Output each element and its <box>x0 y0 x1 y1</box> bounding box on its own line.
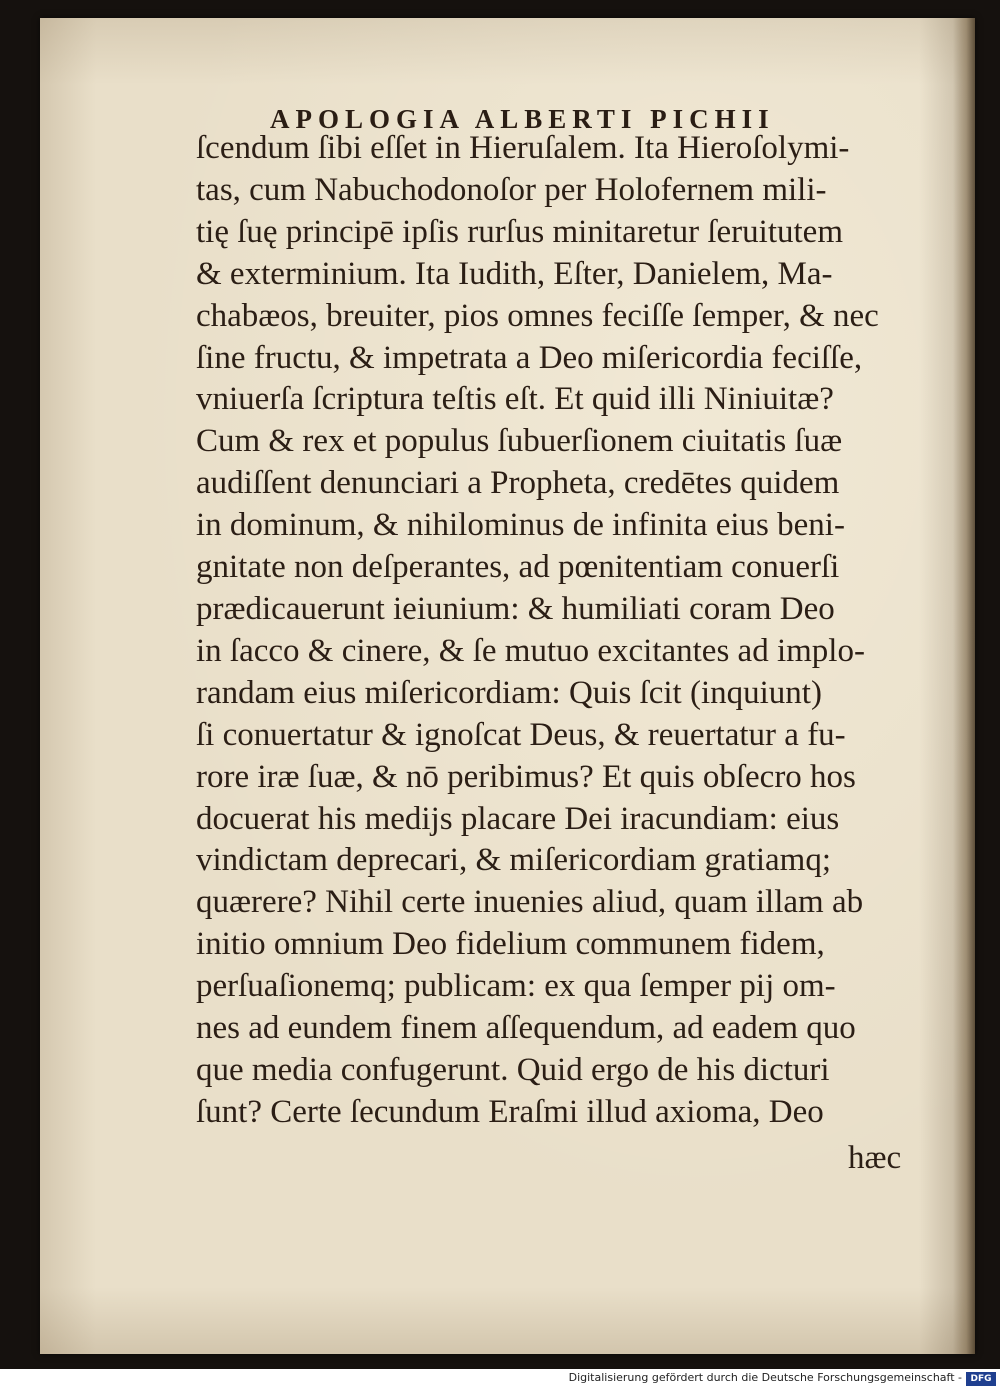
text-line: quærere? Nihil certe inuenies aliud, quam illam ab <box>196 884 864 921</box>
text-line: Cum & rex et populus ſubuerſionem ciuitatis ſuæ <box>196 423 843 460</box>
running-head: APOLOGIA ALBERTI PICHII <box>270 104 775 134</box>
text-line: ſunt? Certe ſecundum Eraſmi illud axioma, Deo <box>196 1093 824 1130</box>
text-line: rore iræ ſuæ, & nō peribimus? Et quis obſecro hos <box>196 758 856 795</box>
text-line: nes ad eundem finem aſſequendum, ad eadem quo <box>196 1010 856 1047</box>
text-line: docuerat his medijs placare Dei iracundiam: eius <box>196 800 840 837</box>
catchword: hæc <box>848 1140 902 1176</box>
text-line: que media confugerunt. Quid ergo de his dicturi <box>196 1051 830 1088</box>
text-line: perſuaſionemq; publicam: ex qua ſemper pij om- <box>196 968 836 1005</box>
text-line: tię ſuę principē ipſis rurſus minitaretur ſeruitutem <box>196 213 843 250</box>
text-line: in dominum, & nihilominus de infinita eius beni- <box>196 507 845 544</box>
dfg-logo: DFG <box>966 1372 996 1386</box>
text-line: initio omnium Deo fidelium communem fidem, <box>196 926 825 963</box>
text-line: vniuerſa ſcriptura teſtis eſt. Et quid illi Niniuitæ? <box>196 381 834 418</box>
text-line: vindictam deprecari, & miſericordiam gratiamq; <box>196 842 832 879</box>
text-line: prædicauerunt ieiunium: & humiliati coram Deo <box>196 590 835 627</box>
funding-notice: Digitalisierung gefördert durch die Deutsche Forschungsgemeinschaft - <box>568 1371 962 1384</box>
text-line: & exterminium. Ita Iudith, Eſter, Danielem, Ma- <box>196 255 833 292</box>
body-text <box>196 128 916 1134</box>
text-line: ſcendum ſibi eſſet in Hieruſalem. Ita Hieroſolymi- <box>196 130 850 166</box>
text-line: in ſacco & cinere, & ſe mutuo excitantes ad implo- <box>196 632 865 669</box>
text-line: ſine fructu, & impetrata a Deo miſericordia feciſſe, <box>196 339 863 376</box>
text-line: randam eius miſericordiam: Quis ſcit (inquiunt) <box>196 674 822 711</box>
text-line: ſi conuertatur & ignoſcat Deus, & reuertatur a fu- <box>196 716 846 753</box>
text-line: gnitate non deſperantes, ad pœnitentiam conuerſi <box>196 549 840 586</box>
text-line: audiſſent denunciari a Propheta, credētes quidem <box>196 465 840 502</box>
footer-bar <box>0 1369 1000 1389</box>
page-gutter-shadow <box>953 18 975 1354</box>
text-line: chabæos, breuiter, pios omnes feciſſe ſemper, & nec <box>196 297 879 334</box>
text-line: tas, cum Nabuchodonoſor per Holofernem mili- <box>196 171 827 208</box>
